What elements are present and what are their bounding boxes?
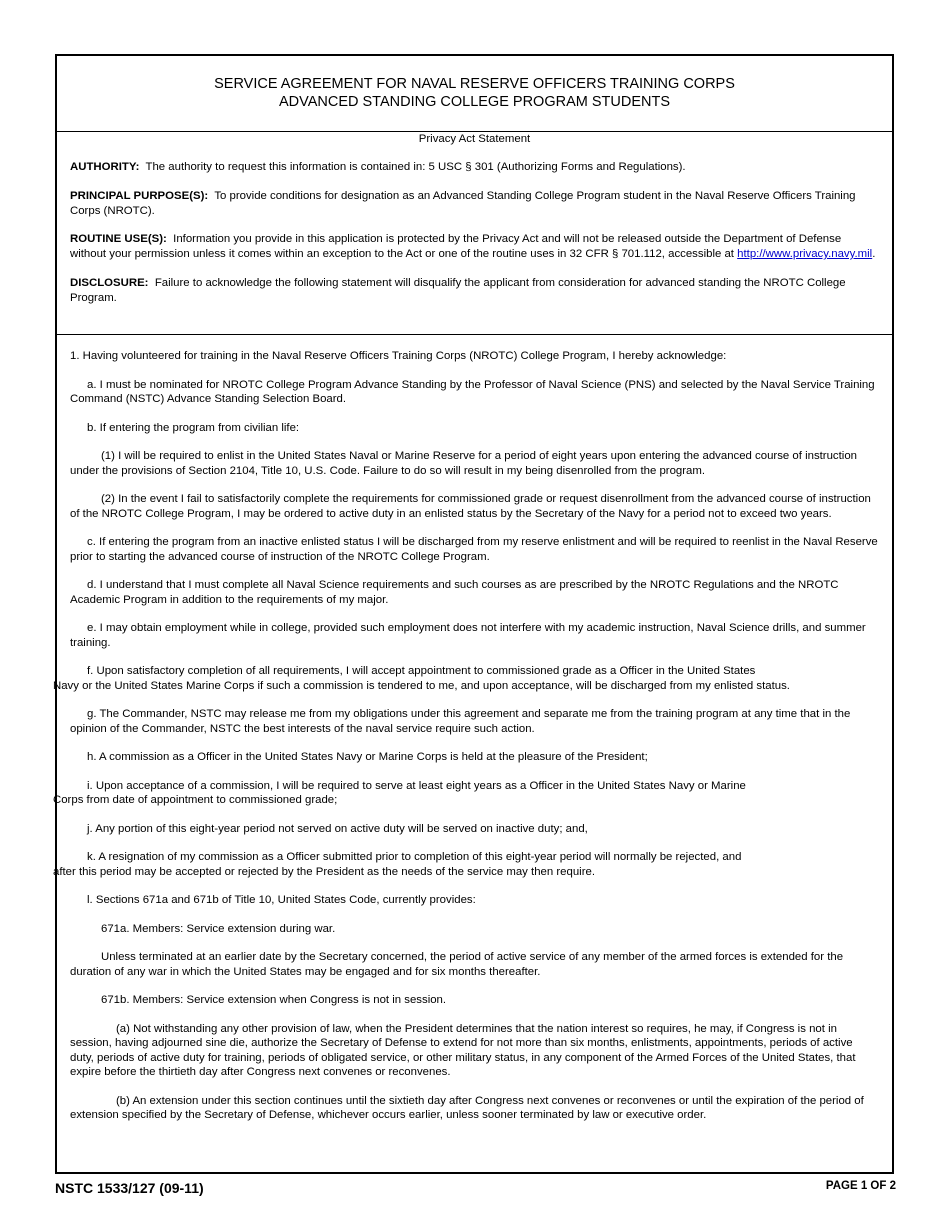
paragraph-k (53, 850, 879, 879)
agreement-body (53, 335, 892, 1123)
paragraph-d: d. I understand that I must complete all Naval Science requirements and such courses as are prescribed by the NROTC Regulations and the NROTC Academic Program in addition to the requirements of my major. (70, 579, 839, 606)
paragraph-f (53, 664, 879, 693)
section-671b-a: (a) Not withstanding any other provision of law, when the President determines that the nation interest so requires, he may, if Congress is not in session, having adjourned sine die, authorize the Secretary of Defense to extend for not more than six months, enlistments, appointments, periods of active duty, periods of active duty for training, periods of obligated service, or other military status, in any component of the Armed Forces of the United States, that expire before the thirtieth day after Congress next convenes or reconvenes. (70, 1022, 856, 1078)
paragraph-i-line-2: Corps from date of appointment to commissioned grade; (53, 794, 338, 806)
routine-use-paragraph (70, 232, 879, 262)
routine-use-label: ROUTINE USE(S): (70, 233, 167, 245)
paragraph-1: 1. Having volunteered for training in the Naval Reserve Officers Training Corps (NROTC) College Program, I hereby acknowledge: (70, 350, 727, 362)
section-671b-b: (b) An extension under this section continues until the sixtieth day after Congress next convenes or reconvenes or until the expiration of the period of extension specified by the Secretary of Defense, whichever occurs earlier, unless sooner terminated by law or executive order. (70, 1094, 864, 1121)
purpose-text: To provide conditions for designation as an Advanced Standing College Program student in the Naval Reserve Officers Training Corps (NROTC). (70, 189, 856, 217)
paragraph-e: e. I may obtain employment while in college, provided such employment does not interfere with my academic instruction, Naval Science drills, and summer training. (70, 622, 866, 649)
disclosure-label: DISCLOSURE: (70, 276, 149, 289)
paragraph-b2: (2) In the event I fail to satisfactorily complete the requirements for commissioned grade or request disenrollment from the advanced course of instruction of the NROTC College Program, I may be ordered to active duty in an enlisted status by the Secretary of the Navy for a period not to exceed two years. (70, 493, 871, 520)
title-line-2: ADVANCED STANDING COLLEGE PROGRAM STUDENTS (278, 94, 671, 110)
purpose-paragraph (70, 189, 879, 219)
privacy-link[interactable]: http://www.privacy.navy.mil (737, 248, 873, 260)
routine-use-text: Information you provide in this application is protected by the Privacy Act and will not be released outside the Department of Defense without your permission unless it comes within an exception to the Act or one of the routine uses in 32 CFR § 701.112, accessible at (70, 233, 842, 260)
paragraph-b1: (1) I will be required to enlist in the United States Naval or Marine Reserve for a period of eight years upon entering the advanced course of instruction under the provisions of Section 2104, Title 10, U.S. Code. Failure to do so will result in my being disenrolled from the program. (70, 450, 857, 477)
authority-label: AUTHORITY: (70, 161, 140, 173)
form-title (57, 56, 892, 132)
routine-use-end: . (872, 248, 876, 260)
paragraph-j: j. Any portion of this eight-year period not served on active duty will be served on inactive duty; and, (87, 822, 588, 835)
paragraph-g: g. The Commander, NSTC may release me from my obligations under this agreement and separate me from the training program at any time that in the opinion of the Commander, NSTC the best interests of the naval service require such action. (70, 708, 851, 735)
paragraph-h: h. A commission as a Officer in the United States Navy or Marine Corps is held at the pleasure of the President; (87, 751, 648, 763)
paragraph-f-line-2: Navy or the United States Marine Corps if such a commission is tendered to me, and upon acceptance, will be discharged from my enlisted status. (53, 679, 790, 692)
page-number: PAGE 1 OF 2 (825, 1180, 896, 1192)
form-number: NSTC 1533/127 (09-11) (55, 1180, 204, 1196)
form-container (55, 54, 894, 1174)
section-671b-heading: 671b. Members: Service extension when Congress is not in session. (101, 994, 447, 1006)
paragraph-i (53, 779, 879, 808)
paragraph-b: b. If entering the program from civilian life: (87, 421, 300, 434)
authority-paragraph (70, 160, 879, 175)
disclosure-text: Failure to acknowledge the following statement will disqualify the applicant from consideration for advanced standing the NROTC College Program. (70, 276, 846, 304)
section-671a-text: Unless terminated at an earlier date by the Secretary concerned, the period of active service of any member of the armed forces is extended for the duration of any war in which the United States may be engaged and for six months thereafter. (70, 951, 844, 978)
disclosure-paragraph (70, 276, 879, 306)
purpose-label: PRINCIPAL PURPOSE(S): (70, 189, 209, 202)
paragraph-k-line-2: after this period may be accepted or rejected by the President as the needs of the service may then require. (53, 865, 595, 878)
paragraph-i-line-1: i. Upon acceptance of a commission, I will be required to serve at least eight years as a Officer in the United States Navy or Marine (87, 779, 746, 792)
paragraph-c: c. If entering the program from an inactive enlisted status I will be discharged from my reserve enlistment and will be required to reenlist in the Naval Reserve prior to starting the advanced course of instruction of the NROTC College Program. (70, 536, 878, 563)
paragraph-k-line-1: k. A resignation of my commission as a Officer submitted prior to completion of this eight-year period will normally be rejected, and (87, 851, 742, 863)
paragraph-l: l. Sections 671a and 671b of Title 10, United States Code, currently provides: (87, 894, 476, 906)
paragraph-f-line-1: f. Upon satisfactory completion of all requirements, I will accept appointment to commissioned grade as a Officer in the United States (87, 665, 756, 677)
privacy-act-statement (57, 132, 892, 335)
title-line-1: SERVICE AGREEMENT FOR NAVAL RESERVE OFFICERS TRAINING CORPS (214, 76, 735, 92)
paragraph-a: a. I must be nominated for NROTC College Program Advance Standing by the Professor of Naval Science (PNS) and selected by the Naval Service Training Command (NSTC) Advance Standing Selection Board. (70, 378, 875, 405)
section-671a-heading: 671a. Members: Service extension during war. (101, 922, 336, 935)
authority-text: The authority to request this information is contained in: 5 USC § 301 (Authorizing Forms and Regulations). (145, 161, 686, 173)
privacy-heading: Privacy Act Statement (418, 133, 531, 145)
